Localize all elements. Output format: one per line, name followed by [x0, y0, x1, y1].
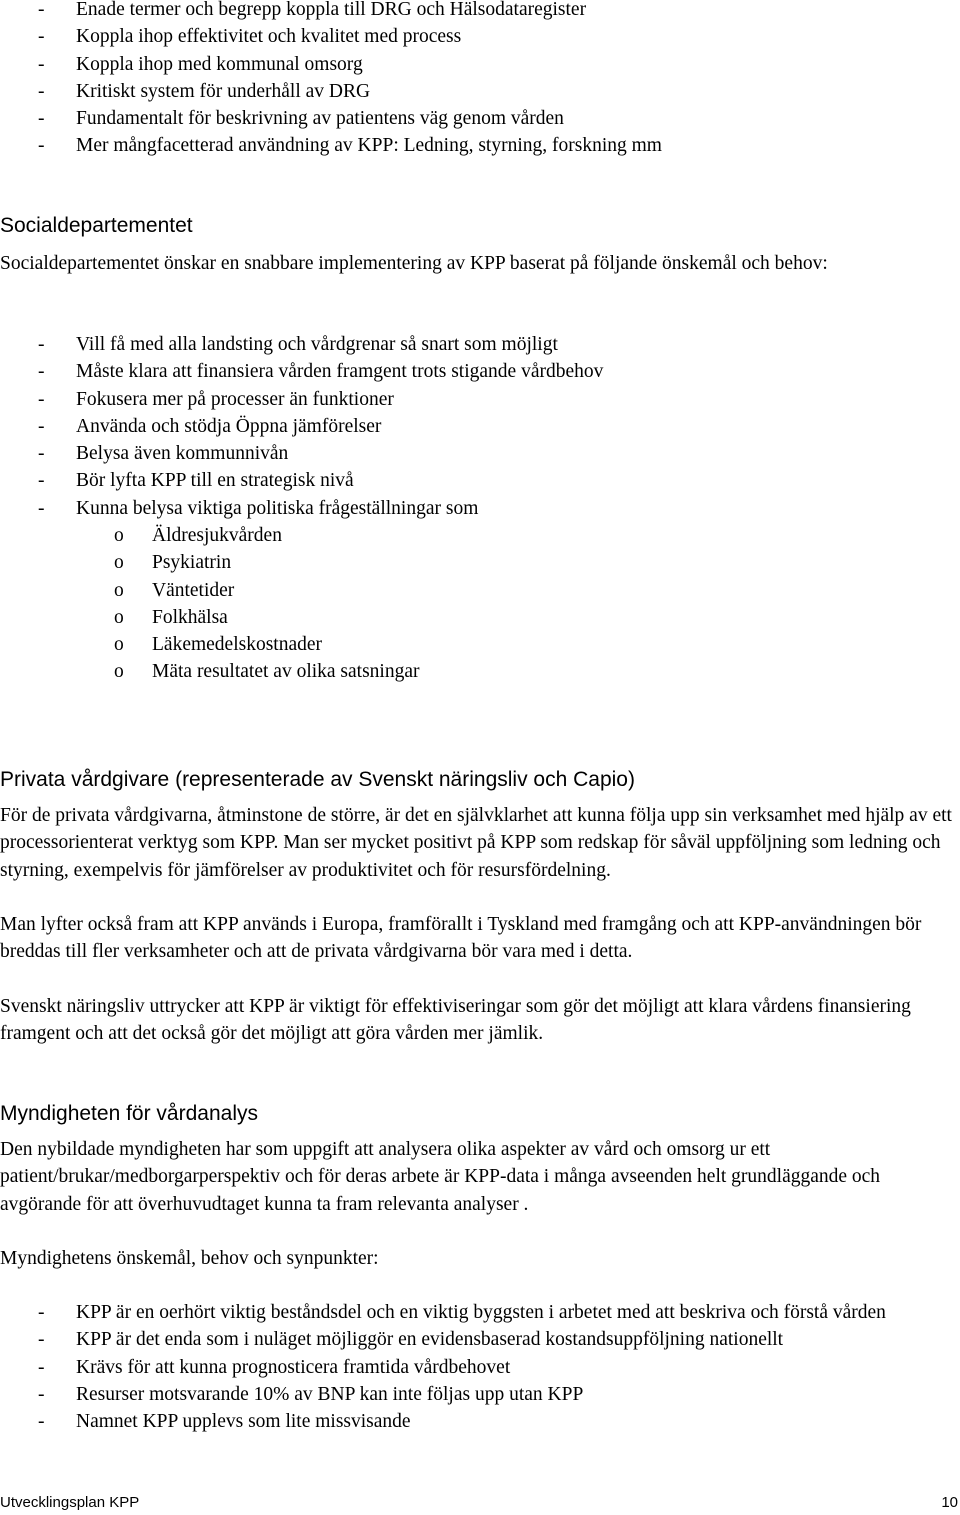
privata-paragraph-3: Svenskt näringsliv uttrycker att KPP är viktigt för effektiviseringar som gör det möjligt att klara vårdens finansiering framgent och att det också gör det möjligt att göra vården mer jämlik.	[0, 996, 911, 1045]
list-item: - Koppla ihop effektivitet och kvalitet med process	[0, 23, 960, 50]
list-item: - Vill få med alla landsting och vårdgrenar så snart som möjligt	[0, 331, 960, 358]
footer-title: Utvecklingsplan KPP	[0, 1494, 140, 1511]
page-number: 10	[941, 1494, 958, 1511]
socialdep-sub-list	[0, 522, 960, 686]
list-item: - Bör lyfta KPP till en strategisk nivå	[0, 467, 960, 494]
section-heading-socialdepartementet: Socialdepartementet	[0, 214, 193, 237]
privata-paragraph-2: Man lyfter också fram att KPP används i Europa, framförallt i Tyskland med framgång och att KPP-användningen bör breddas till fler verksamheter och att de privata vårdgivarna bör vara med i detta.	[0, 914, 922, 963]
list-item: - Namnet KPP upplevs som lite missvisande	[0, 1408, 940, 1435]
section-heading-privata-vardgivare: Privata vårdgivare (representerade av Svenskt näringsliv och Capio)	[0, 768, 635, 791]
list-item: - Fokusera mer på processer än funktioner	[0, 386, 960, 413]
sub-list-item: o Äldresjukvården	[0, 522, 960, 549]
list-item: - KPP är det enda som i nuläget möjliggör en evidensbaserad kostandsuppföljning nationellt	[0, 1326, 940, 1353]
myndighet-paragraph-2: Myndighetens önskemål, behov och synpunkter:	[0, 1248, 379, 1269]
sub-list-item: o Läkemedelskostnader	[0, 631, 960, 658]
list-item: - KPP är en oerhört viktig beståndsdel och en viktig byggsten i arbetet med att beskriva och förstå vården	[0, 1299, 940, 1326]
list-item: - Koppla ihop med kommunal omsorg	[0, 51, 960, 78]
socialdep-bullet-list	[0, 331, 960, 522]
sub-list-item: o Mäta resultatet av olika satsningar	[0, 658, 960, 685]
list-item: - Krävs för att kunna prognosticera framtida vårdbehovet	[0, 1354, 940, 1381]
list-item: - Enade termer och begrepp koppla till DRG och Hälsodataregister	[0, 0, 960, 23]
privata-paragraph-1: För de privata vårdgivarna, åtminstone de större, är det en självklarhet att kunna följa upp sin verksamhet med hjälp av ett processorienterat verktyg som KPP. Man ser mycket positivt på KPP som redskap för såväl uppföljning som ledning och styrning, exempelvis för jämförelser av produktivitet och för resursfördelning.	[0, 805, 952, 881]
list-item: - Belysa även kommunnivån	[0, 440, 960, 467]
myndighet-paragraph-1: Den nybildade myndigheten har som uppgift att analysera olika aspekter av vård och omsorg ur ett patient/brukar/medborgarperspektiv och för deras arbete är KPP-data i många avseenden helt grundläggande och avgörande för att överhuvudtaget kunna ta fram relevanta analyser .	[0, 1139, 881, 1215]
list-item: - Fundamentalt för beskrivning av patientens väg genom vården	[0, 105, 960, 132]
socialdep-intro-paragraph: Socialdepartementet önskar en snabbare implementering av KPP baserat på följande önskemål och behov:	[0, 253, 828, 274]
myndighet-bullet-list	[0, 1299, 940, 1435]
page-footer	[0, 1493, 960, 1513]
list-item: - Måste klara att finansiera vården framgent trots stigande vårdbehov	[0, 358, 960, 385]
intro-bullet-list	[0, 0, 960, 160]
list-item: - Kritiskt system för underhåll av DRG	[0, 78, 960, 105]
list-item: - Resurser motsvarande 10% av BNP kan inte följas upp utan KPP	[0, 1381, 940, 1408]
sub-list-item: o Väntetider	[0, 577, 960, 604]
list-item: - Kunna belysa viktiga politiska frågeställningar som	[0, 495, 960, 522]
sub-list-item: o Folkhälsa	[0, 604, 960, 631]
list-item: - Mer mångfacetterad användning av KPP: Ledning, styrning, forskning mm	[0, 132, 960, 159]
sub-list-item: o Psykiatrin	[0, 549, 960, 576]
section-heading-myndigheten: Myndigheten för vårdanalys	[0, 1102, 258, 1125]
list-item: - Använda och stödja Öppna jämförelser	[0, 413, 960, 440]
